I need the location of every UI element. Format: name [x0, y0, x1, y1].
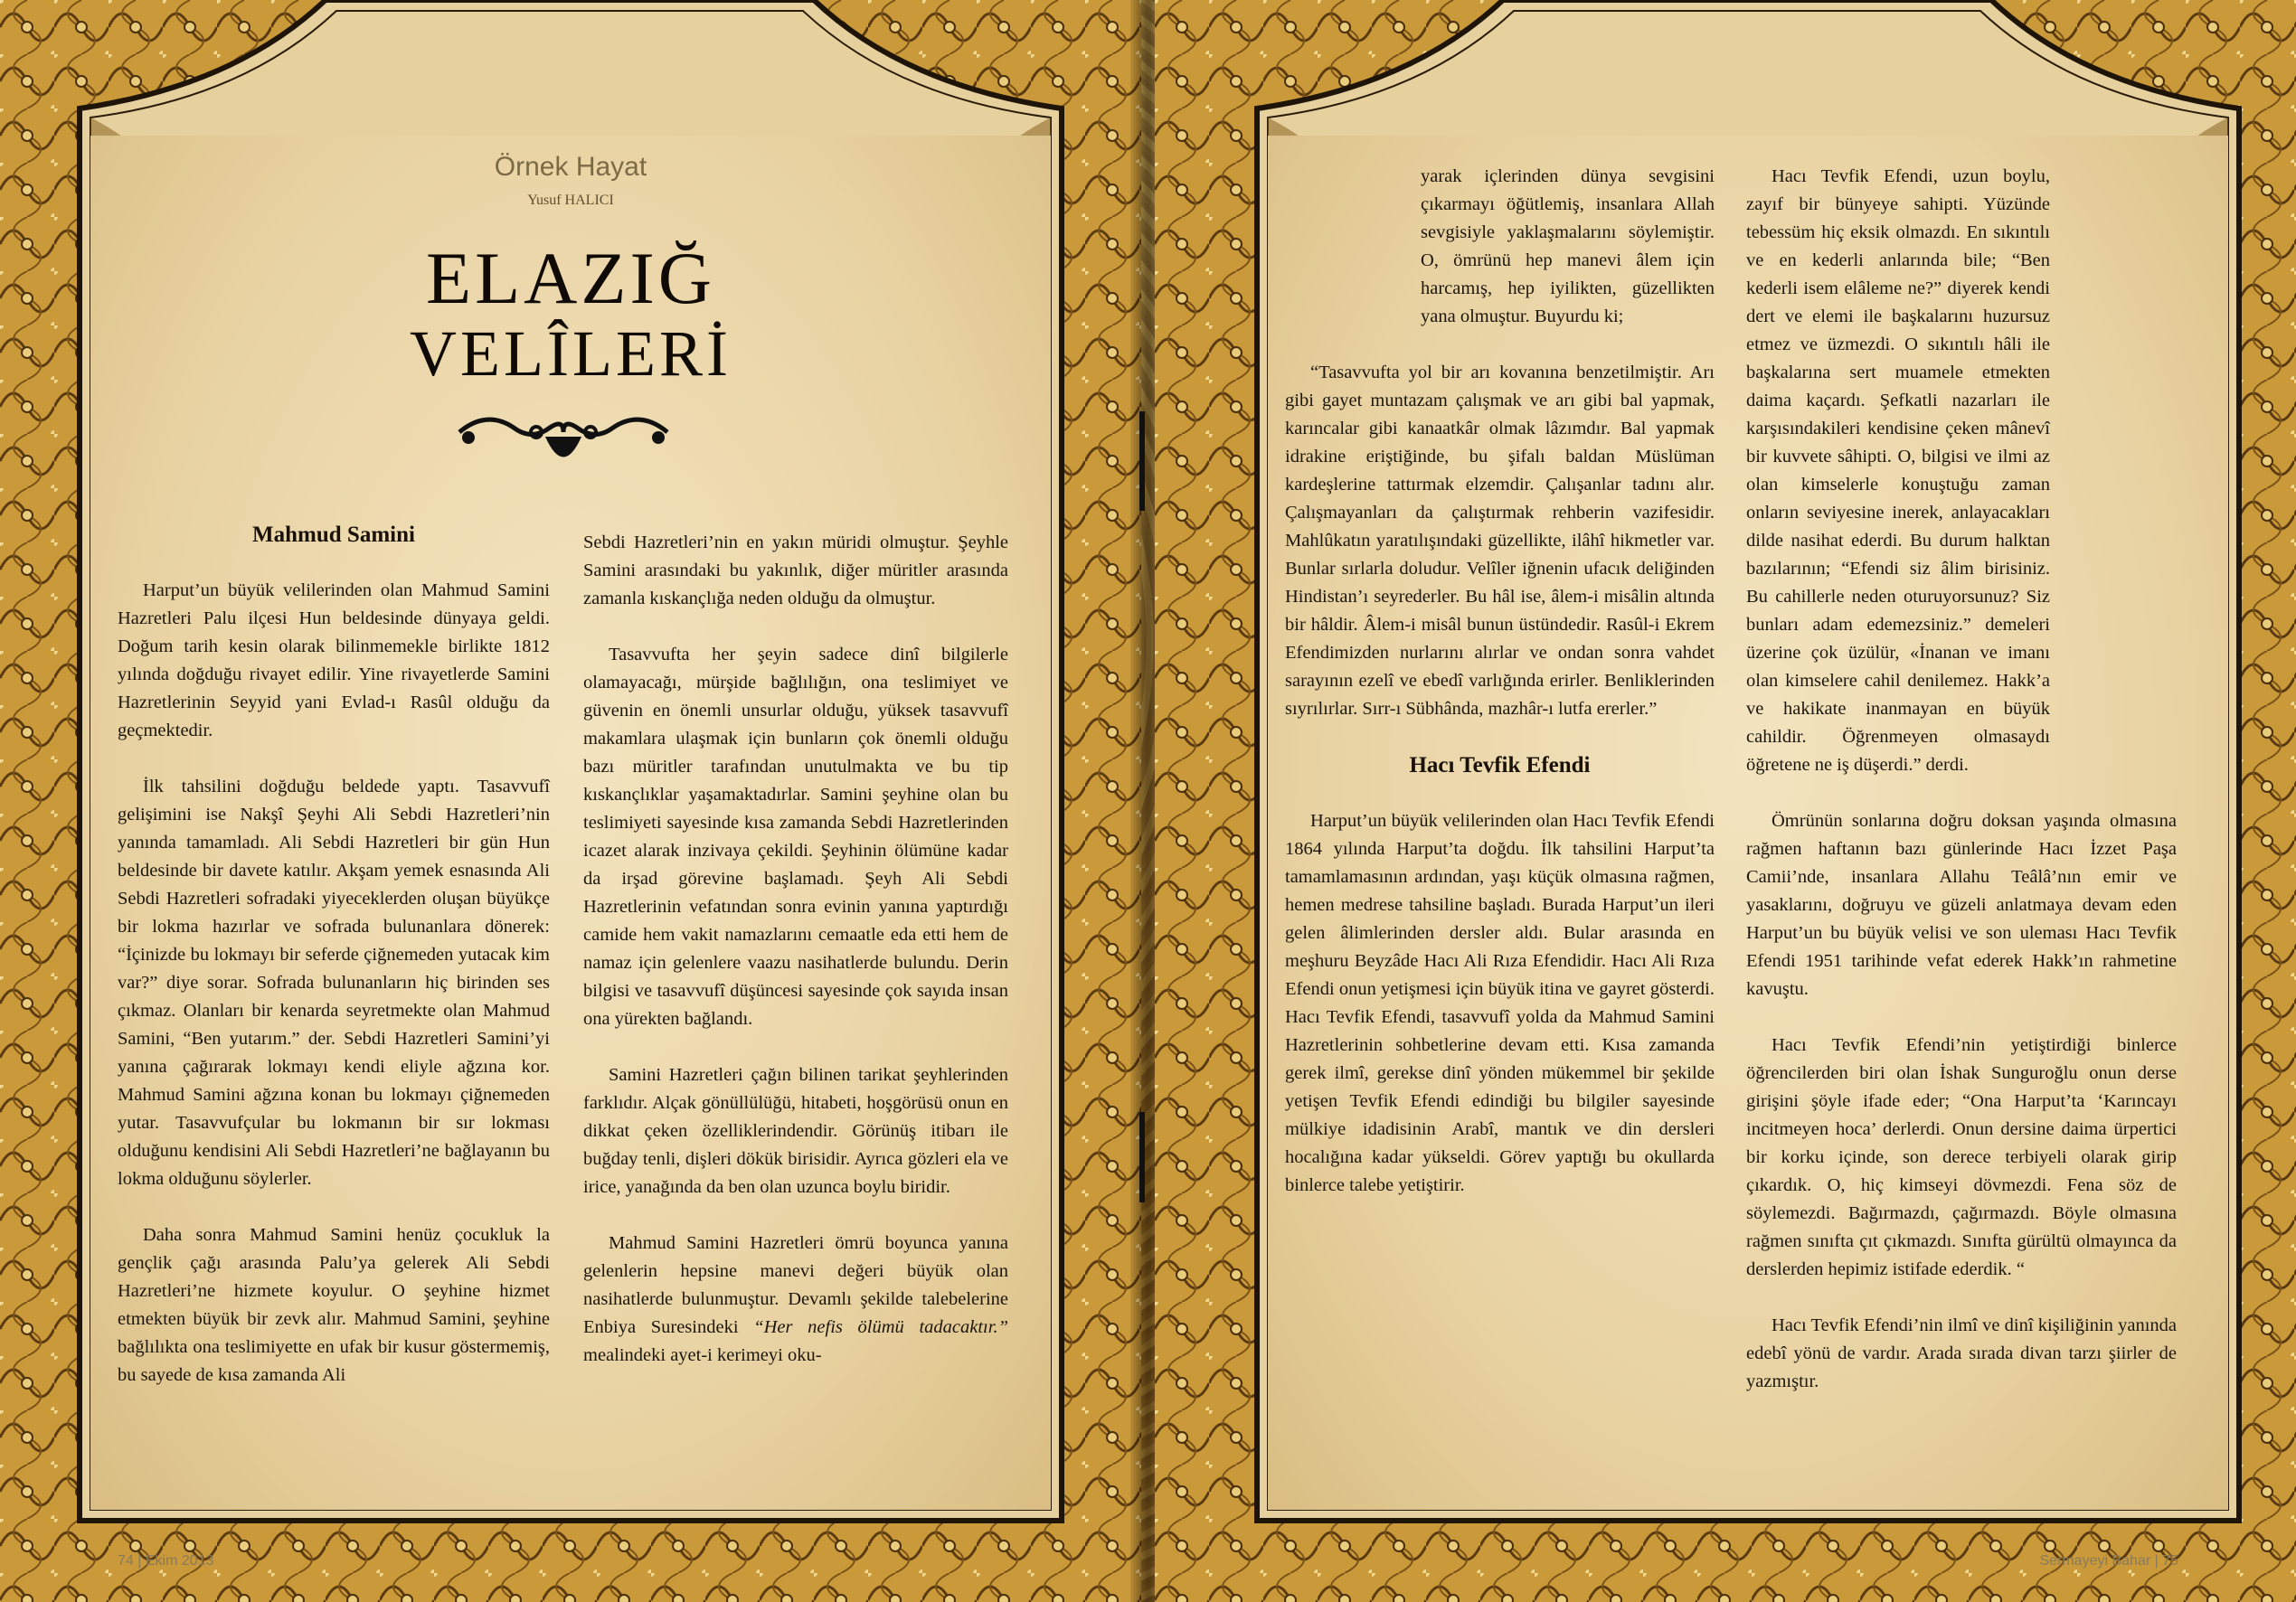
paragraph: Harput’un büyük velilerinden olan Hacı Tevfik Efendi 1864 yılında Harput’ta doğdu. İlk tahsilini Harput’ta tamamlamasının ardından, yaşı küçük olmasına rağmen, hemen medrese tahsiline başladı. Burada Harput’un ileri gelen âlimlerinden dersler aldı. Bular arasında en meşhuru Beyzâde Hacı Ali Rıza Efendidir. Hacı Ali Rıza Efendi onun yetişmesi için büyük itina ve gayret gösterdi. Hacı Tevfik Efendi, tasavvufî yolda da Mahmud Samini Hazretlerinin sohbetlerine devam etti. Kısa zamanda gerek ilmî, gerekse dinî yönden mükemmel bir şekilde yetişen Tevfik Efendi edindiği bu bilgiler sayesinde mülkiye idadisinin Arabî, mantık ve din dersleri hocalığına kadar yükseldi. Görev yaptığı bu okullarda binlerce talebe yetiştirir.: [1285, 811, 1715, 1195]
title-line-2: VELÎLERİ: [410, 317, 732, 390]
paragraph: Tasavvufta her şeyin sadece dinî bilgilerle olamayacağı, mürşide bağlılığın, ona teslimiyet ve güvenin en önemli unsurlar olduğu, yüksek tasavvufî makamlara ulaşmak için bunların çok önemli olduğu bazı müritler tarafından unutulmakta ve bu tip kıskançlıklar yaşamaktadırlar. Samini şeyhine olan bu teslimiyeti sayesinde kısa zamanda Sebdi Hazretlerinden icazet alarak inzivaya çekildi. Şeyhinin ölümüne kadar da irşad görevine başlamadı. Şeyh Ali Sebdi Hazretlerinin vefatından sonra evinin yanına yaptırdığı camide hem vakit namazlarını cemaatle eda etti hem de namaz için gelenlere vaazu nasihatlerde bulundu. Derin bilgisi ve tasavvufî düşüncesi sayesinde çok sayıda insan ona yürekten bağlandı.: [583, 645, 1008, 1029]
text-run: Mahmud Samini Hazretleri ömrü boyunca yanına gelenlerin hepsine manevi değeri büyük olan nasihatlerde bulunmuştur. Devamlı şekilde talebelerine Enbiya Suresindeki: [583, 1233, 1008, 1337]
binding-mark: [1139, 1112, 1145, 1202]
quote-paragraph: “Tasavvufta yol bir arı kovanına benzetilmiştir. Arı gibi gayet muntazam çalışmak ve arı gibi bal yapmak, karıncalar gibi kanaatkâr olmak lâzımdır. Bal yapmak idrakine eriştiğinde, bu şifalı baldan Müslüman kardeşlerine tattırmak elzemdir. Çalışanlar tadını alır. Çalışmayanları da çalıştırmak rehberin vazifesidir. Mahlûkatın yaratılışındaki güzellikte, ilâhî hikmetler var. Bunlar sırlarla doludur. Velîler iğnenin ufacık deliğinden Hindistan’ı seyrederler. Bu hâl ise, âlem-i misâlin altında bir hâldir. Âlem-i misâl bunun üstündedir. Rasûl-i Ekrem Efendimizden nurlarını alırlar ve ondan sonra vahdet sarayının ezelî ve ebedî varlığında erirler. Benliklerinden sıyrılırlar. Sırr-ı Sübhânda, mazhâr-ı lutfa ererler.”: [1285, 363, 1715, 719]
paragraph: Hacı Tevfik Efendi, uzun boylu, zayıf bir bünyeye sahipti. Yüzünde tebessüm hiç eksik olmazdı. En sıkıntılı ve en kederli anlarında bile; “Ben kederli isem elâleme ne?” diyerek kendi dert ve elemi ile başkalarını huzursuz etmez ve üzmezdi. O sıkıntılı hâli ile başkalarına sert muamele etmekten daima kaçardı. Şefkatli nazarları ile karşısındakileri kendisine çeken mânevî bir kuvvete sâhipti. O, bilgisi ve ilmi az olan kimselerle konuştuğu zaman onların seviyesine inerek, anlayacakları dilde nasihat ederdi. Bu durum halktan bazılarının; “Efendi siz âlim birisiniz. Bu cahillerle neden oturuyorsunuz? Siz bunları adam edemezsiniz.” demeleri üzerine çok üzülür, «İnanan ve imanı olan kimselere cahil denilemez. Hakk’a ve hakikate inanmayan en büyük cahildir. Öğrenmeyen olmasaydı öğretene ne iş düşerdi.” derdi.: [1746, 166, 2050, 775]
paragraph: Sebdi Hazretleri’nin en yakın müridi olmuştur. Şeyhle Samini arasındaki bu yakınlık, diğer müritler arasında zamanla kıskançlığa neden olduğu da olmuştur.: [583, 532, 1008, 608]
right-column-2: [1746, 163, 2177, 1424]
paragraph: Samini Hazretleri çağın bilinen tarikat şeyhlerinden farklıdır. Alçak gönüllülüğü, hitabeti, hoşgörüsü onun en dikkat çeken özelliklerindendir. Görünüş itibarı ile buğday tenli, dişleri dökük birisidir. Ayrıca gözleri ela ve irice, yanağında da ben olan uzunca boylu biridir.: [583, 1065, 1008, 1197]
paragraph: Harput’un büyük velilerinden olan Mahmud Samini Hazretleri Palu ilçesi Hun beldesinde dünyaya geldi. Doğum tarih kesin olarak bilinmemekle birlikte 1812 yılında doğduğu rivayet edilir. Yine rivayetlerde Samini Hazretlerinin Seyyid yani Evlad-ı Rasûl olduğu da geçmektedir.: [118, 580, 550, 740]
left-column-2: [583, 529, 1008, 1398]
section-heading-haci-tevfik: Hacı Tevfik Efendi: [1409, 753, 1591, 777]
left-page: [0, 0, 1141, 1602]
right-page: [1155, 0, 2296, 1602]
section-label: Örnek Hayat: [494, 152, 647, 182]
section-heading-mahmud-samini: Mahmud Samini: [252, 523, 415, 547]
left-column-1: [118, 521, 550, 1418]
paragraph: yarak içlerinden dünya sevgisini çıkarmayı öğütlemiş, insanlara Allah sevgisiyle yaklaşmalarını söylemiştir. O, ömrünü hep manevi âlem için harcamış, hep iyilikten, güzellikten yana olmuştur. Buyurdu ki;: [1421, 166, 1715, 326]
paragraph: Daha sonra Mahmud Samini henüz çocukluk la gençlik çağı arasında Palu’ya gelerek Ali Sebdi Hazretleri’ne hizmete koyulur. O şeyhine hizmet etmekten büyük bir zevk alır. Mahmud Samini, şeyhine bağlılıkta ona teslimiyette en ufak bir kusur göstermemiş, bu sayede de kısa zamanda Ali: [118, 1225, 550, 1385]
paragraph-last: [583, 1230, 1008, 1370]
flourish-ornament-icon: [450, 405, 676, 477]
paragraph: Hacı Tevfik Efendi’nin yetiştirdiği binlerce öğrencilerden biri olan İshak Sunguroğlu onun derse girişini şöyle ifade eder; “Ona Harput’ta ‘Karıncayı incitmeyen hoca’ derlerdi. Onun dersine daima ürpertici bir korku içinde, son derece terbiyeli olarak girip çıkardık. O, hiç kimseyi dövmezdi. Fena söz de söylemezdi. Bağırmazdı, çağırmazdı. Böyle olmasına rağmen sınıfta çıt çıkmazdı. Sınıfta gürültü olmayınca da derslerden hepimiz istifade ederdik. “: [1746, 1035, 2177, 1279]
paragraph: İlk tahsilini doğduğu beldede yaptı. Tasavvufî gelişimini ise Nakşî Şeyhi Ali Sebdi Hazretleri’nin yanında tamamladı. Ali Sebdi Hazretleri bir gün Hun beldesinde bir davete katılır. Akşam yemek esnasında Ali Sebdi Hazretleri sofradaki yiyeceklerden oluşan büyükçe bir lokma hazırlar ve sofrada bulunanlara dönerek: “İçinizde bu lokmayı bir seferde çiğnemeden yutacak kim var?” diye sorar. Sofrada bulunanların hiç birinden ses çıkmaz. Olanları bir kenarda seyretmekte olan Mahmud Samini, “Ben yutarım.” der. Sebdi Hazretleri Samini’yi yanına çağırarak lokmayı kendi eliyle ağzına kor. Mahmud Samini ağzına konan bu lokmayı çiğnemeden yutar. Tasavvufçular bu lokmanın bir sır lokması olduğunu kendisini Ali Sebdi Hazretleri’ne bağlayanın bu lokma olduğunu söylerler.: [118, 777, 550, 1189]
right-column-1: [1285, 163, 1715, 1228]
page-number-left: 74 | Ekim 2013: [118, 1553, 214, 1569]
paragraph: Hacı Tevfik Efendi’nin ilmî ve dinî kişiliğinin yanında edebî yönü de vardır. Arada sırada divan tarzı şiirler de yazmıştır.: [1746, 1315, 2177, 1391]
binding-mark: [1139, 411, 1145, 511]
paragraph: Ömrünün sonlarına doğru doksan yaşında olmasına rağmen haftanın bazı günlerinde Hacı İzzet Paşa Camii’nde, insanlara Allahu Teâlâ’nın emir ve yasaklarını, doğruyu ve güzeli anlatmaya devam eden Harput’un bu büyük velisi ve son uleması Hacı Tevfik Efendi 1951 tarihinde vefat ederek Hakk’ın rahmetine kavuştu.: [1746, 811, 2177, 999]
quoted-verse: “Her nefis ölümü tadacaktır.”: [753, 1317, 1008, 1337]
author-name: Yusuf HALICI: [527, 193, 614, 208]
page-number-right: Sermayeyi Bahar | 75: [2039, 1553, 2178, 1569]
title-line-1: ELAZIĞ: [425, 237, 715, 319]
text-run: mealindeki ayet-i kerimeyi oku-: [583, 1345, 822, 1365]
